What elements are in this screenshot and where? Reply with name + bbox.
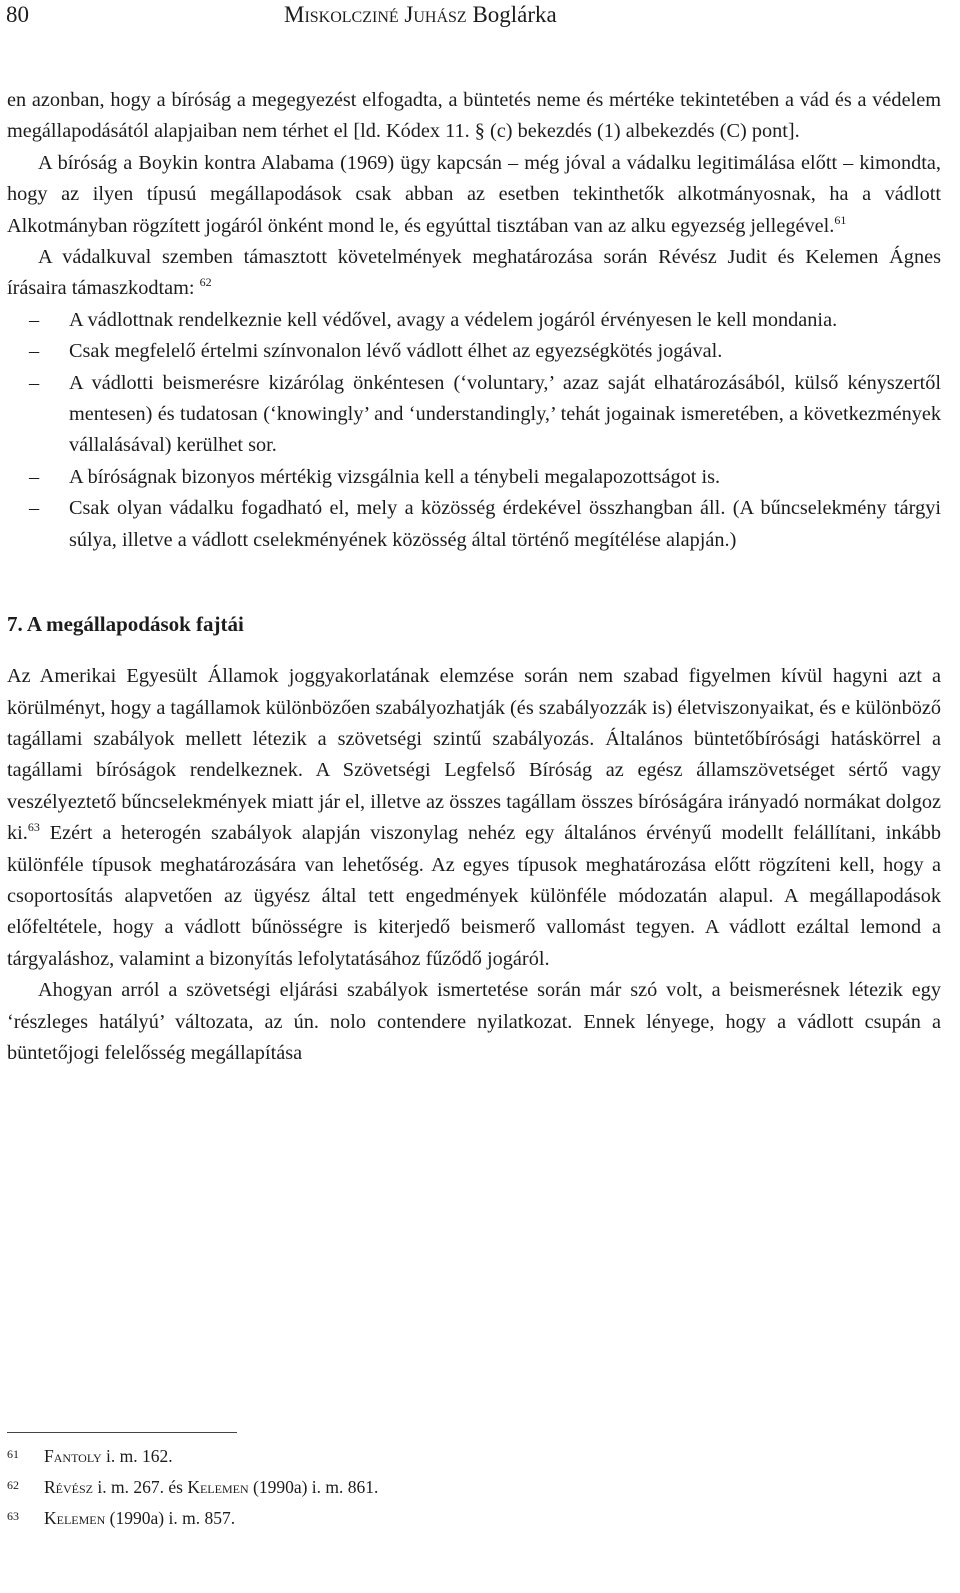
list-item: – A vádlotti beismerésre kizárólag önkéntesen (‘voluntary,’ azaz saját elhatározásából, külső kényszertől mentesen) és tudatosan (‘knowingly’ and ‘understandingly,’ tehát jogainak ismeretében, a következmények vállalásával) kerülhet sor.	[7, 368, 941, 462]
footnote-number: 62	[7, 1478, 19, 1492]
footnote: 61 Fantoly i. m. 162.	[7, 1441, 941, 1472]
footnote: 63 Kelemen (1990a) i. m. 857.	[7, 1503, 941, 1534]
paragraph: Az Amerikai Egyesült Államok joggyakorlatának elemzése során nem szabad figyelmen kívül hagyni azt a körülményt, hogy a tagállamok különbözően szabályozhatják (és szabályozzák is) életviszonyaikat, és e különböző tagállami szabályok mellett létezik a szövetségi szintű szabályozás. Általános büntetőbírósági hatáskörrel a tagállami bíróságok rendelkeznek. A Szövetségi Legfelső Bíróság az egész államszövetséget sértő vagy veszélyeztető bűncselekmények miatt jár el, illetve az összes tagállam összes bíróságára irányadó normákat dolgoz ki.$^{63}$ Ezért a heterogén szabályok alapján viszonylag nehéz egy általános érvényű modellt felállítani, inkább különféle típusok meghatározására van lehetőség. Az egyes típusok meghatározása előtt rögzíteni kell, hogy a csoportosítás alapvetően az ügyész által tett engedmények különféle módozatán alapul. A megállapodások előfeltétele, hogy a vádlott bűnösségre is kiterjedő beismerő vallomást tegyen. A vádlott ezáltal lemond a tárgyaláshoz, valamint a bizonyítás lefolytatásához fűződő jogáról.	[7, 665, 941, 970]
list-item: – Csak megfelelő értelmi színvonalon lévő vádlott élhet az egyezségkötés jogával.	[7, 336, 941, 367]
footnote-ref[interactable]: 61	[834, 212, 847, 227]
list-item: – A bíróságnak bizonyos mértékig vizsgálnia kell a ténybeli megalapozottságot is.	[7, 462, 941, 493]
running-head-author	[284, 2, 557, 28]
page-header	[6, 2, 940, 32]
footnote-author: Révész	[44, 1477, 94, 1497]
paragraph: Ahogyan arról a szövetségi eljárási szabályok ismertetése során már szó volt, a beismerésnek létezik egy ‘részleges hatályú’ változata, az ún. nolo contendere nyilatkozat. Ennek lényege, hogy a vádlott csupán a büntetőjogi felelősség megállapítása	[7, 979, 941, 1064]
main-text	[7, 85, 941, 1069]
section-heading: 7. A megállapodások fajtái	[7, 612, 244, 637]
author-given-name: Boglárka	[472, 2, 557, 27]
footnote-ref[interactable]: 63	[27, 820, 40, 835]
paragraph: en azonban, hogy a bíróság a megegyezést elfogadta, a büntetés neme és mértéke tekintetében a vád és a védelem megállapodásától alapjaiban nem térhet el [ld. Kódex 11. § (c) bekezdés (1) albekezdés (C) pont].	[7, 89, 941, 143]
footnote-author: Kelemen	[44, 1508, 106, 1528]
dash-bullet: –	[29, 340, 40, 363]
footnote-ref[interactable]: 62	[199, 275, 212, 290]
paragraph: A bíróság a Boykin kontra Alabama (1969) ügy kapcsán – még jóval a vádalku legitimálása előtt – kimondta, hogy az ilyen típusú megállapodások csak abban az esetben tekinthetők alkotmányosnak, ha a vádlott Alkotmányban rögzített jogáról önként mond le, és egyúttal tisztában van az alku egyezség jellegével.$^{61}$	[7, 151, 941, 237]
paragraph: A vádalkuval szemben támasztott követelmények meghatározása során Révész Judit és Kelemen Ágnes írásaira támaszkodtam: $^{62}$	[7, 246, 941, 300]
page-number: 80	[6, 2, 29, 27]
dash-bullet: –	[29, 465, 40, 488]
list-item: – Csak olyan vádalku fogadható el, mely a közösség érdekével összhangban áll. (A bűncselekmény tárgyi súlya, illetve a vádlott cselekményének közösség által történő megítélése alapján.)	[7, 493, 941, 556]
footnote: 62 Révész i. m. 267. és Kelemen (1990a) i. m. 861.	[7, 1472, 941, 1503]
dash-bullet: –	[29, 308, 40, 331]
list-item: – A vádlottnak rendelkeznie kell védővel, avagy a védelem jogáról érvényesen le kell mondania.	[7, 305, 941, 336]
dash-bullet: –	[29, 371, 40, 394]
dash-bullet: –	[29, 497, 40, 520]
footnote-number: 61	[7, 1447, 19, 1461]
footnote-author: Kelemen	[187, 1477, 249, 1497]
footnote-number: 63	[7, 1509, 19, 1523]
requirements-list	[7, 305, 941, 556]
footnote-author: Fantoly	[44, 1446, 102, 1466]
footnotes	[7, 1432, 941, 1534]
footnote-rule	[7, 1432, 237, 1433]
author-surname: Miskolcziné Juhász	[284, 2, 467, 27]
